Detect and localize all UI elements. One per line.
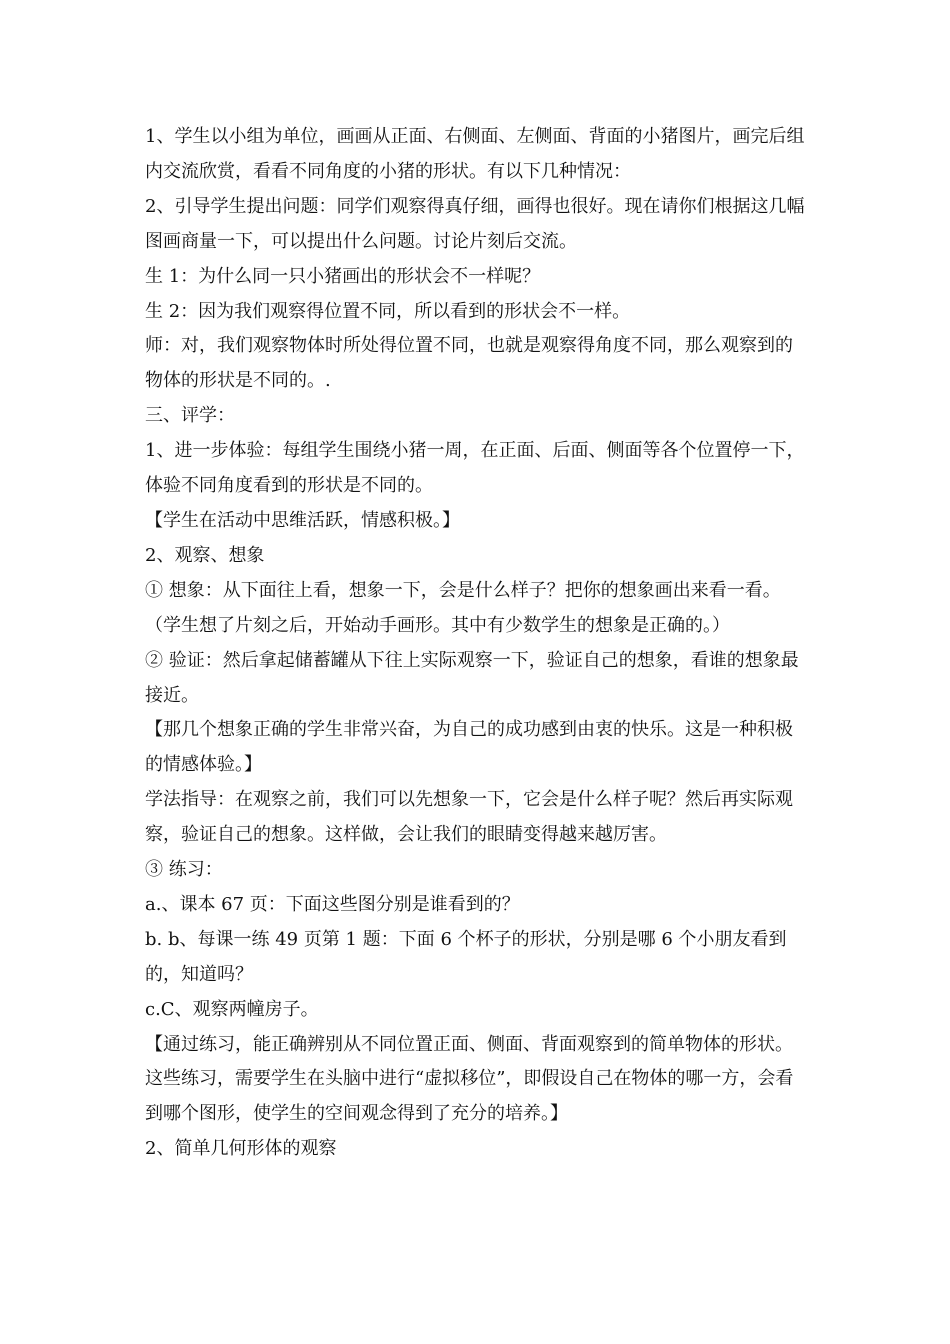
paragraph-5: 师：对，我们观察物体时所处得位置不同，也就是观察得角度不同，那么观察到的物体的形状是不同的。. [145, 335, 793, 392]
document-body [145, 120, 810, 1167]
paragraph-11: （学生想了片刻之后，开始动手画形。其中有少数学生的想象是正确的。） [145, 614, 730, 636]
section-heading: 三、评学： [145, 405, 235, 427]
paragraph-19: 【通过练习，能正确辨别从不同位置正面、侧面、背面观察到的简单物体的形状。这些练习，需要学生在头脑中进行“虚拟移位”，即假设自己在物体的哪一方，会看到哪个图形，使学生的空间观念得到了充分的培养。】 [145, 1033, 794, 1125]
paragraph-14: 学法指导：在观察之前，我们可以先想象一下，它会是什么样子呢？然后再实际观察，验证自己的想象。这样做，会让我们的眼睛变得越来越厉害。 [145, 789, 793, 846]
paragraph-7: 1、进一步体验：每组学生围绕小猪一周，在正面、后面、侧面等各个位置停一下，体验不同角度看到的形状是不同的。 [145, 440, 805, 497]
paragraph-8: 【学生在活动中思维活跃，情感积极。】 [145, 509, 460, 531]
paragraph-9: 2、观察、想象 [145, 544, 265, 566]
paragraph-18: c.C、观察两幢房子。 [145, 998, 319, 1020]
paragraph-2: 2、引导学生提出问题：同学们观察得真仔细，画得也很好。现在请你们根据这几幅图画商量一下，可以提出什么问题。讨论片刻后交流。 [145, 195, 805, 252]
paragraph-3: 生 1：为什么同一只小猪画出的形状会不一样呢？ [145, 265, 541, 287]
paragraph-10: ① 想象：从下面往上看，想象一下，会是什么样子？把你的想象画出来看一看。 [145, 579, 781, 601]
paragraph-1: 1、学生以小组为单位，画画从正面、右侧面、左侧面、背面的小猪图片，画完后组内交流欣赏，看看不同角度的小猪的形状。有以下几种情况： [145, 126, 805, 182]
paragraph-15: ③ 练习： [145, 859, 223, 881]
paragraph-13: 【那几个想象正确的学生非常兴奋，为自己的成功感到由衷的快乐。这是一种积极的情感体验。】 [145, 719, 793, 776]
paragraph-20: 2、简单几何形体的观察 [145, 1138, 337, 1160]
paragraph-17: b. b、每课一练 49 页第 1 题：下面 6 个杯子的形状，分别是哪 6 个小朋友看到的，知道吗？ [145, 928, 787, 985]
paragraph-12: ② 验证：然后拿起储蓄罐从下往上实际观察一下，验证自己的想象，看谁的想象最接近。 [145, 649, 799, 706]
paragraph-16: a.、课本 67 页：下面这些图分别是谁看到的？ [145, 893, 520, 915]
paragraph-4: 生 2：因为我们观察得位置不同，所以看到的形状会不一样。 [145, 300, 631, 322]
